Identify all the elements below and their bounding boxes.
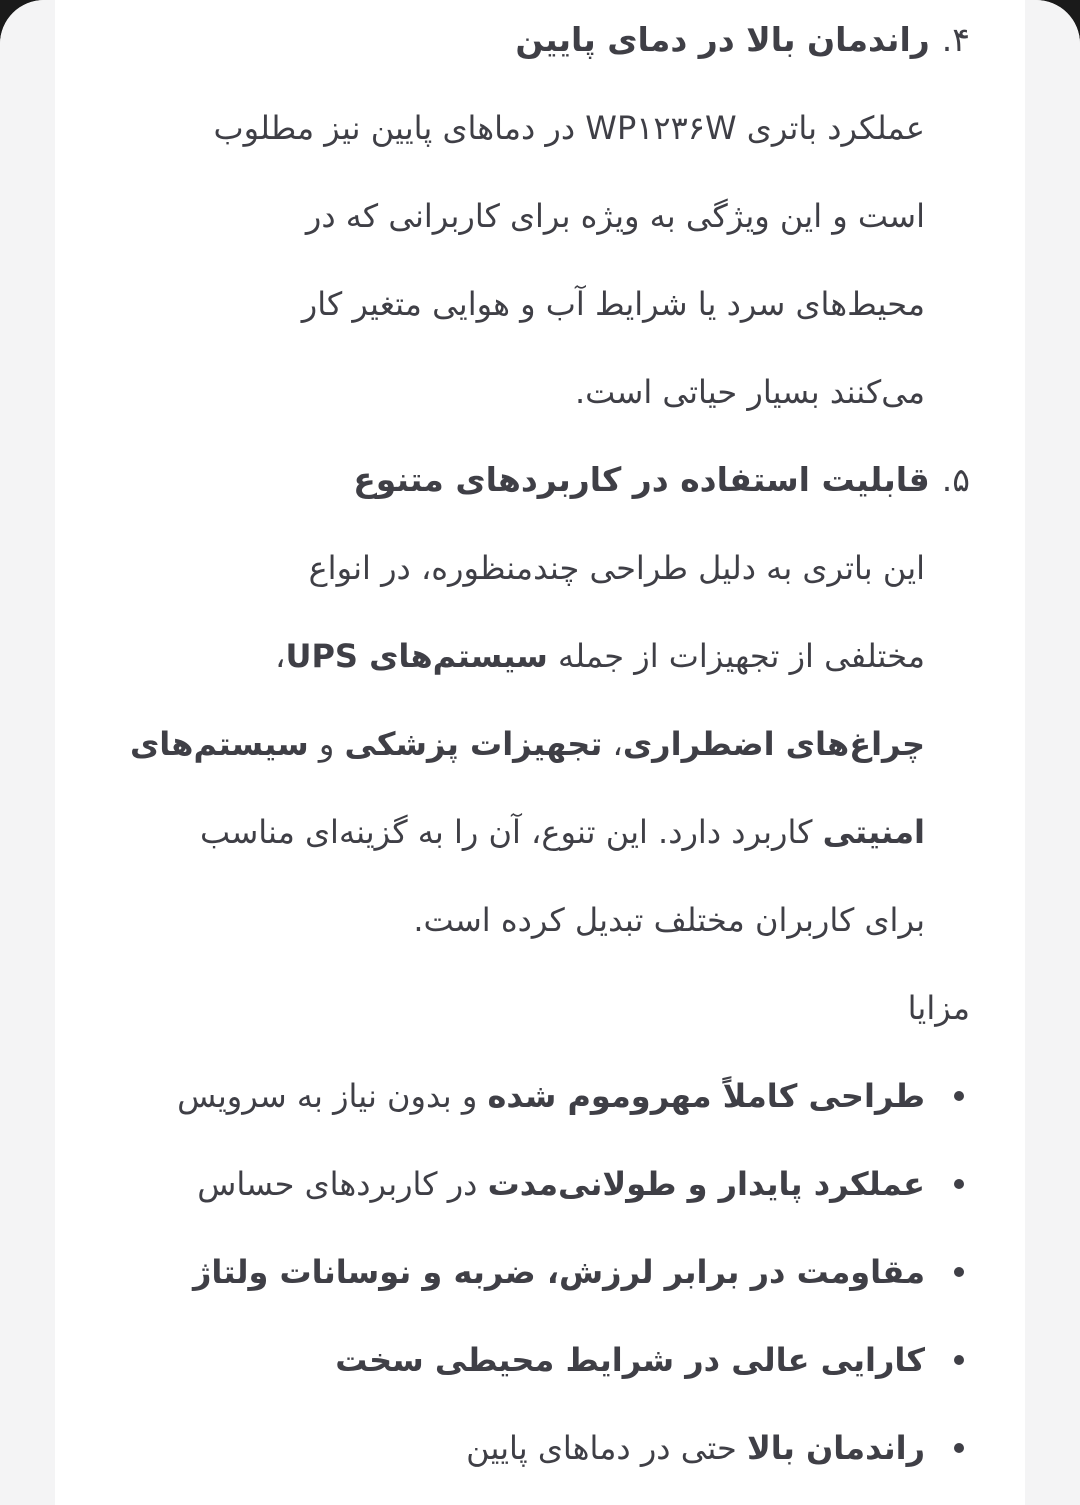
section-4-line-1: عملکرد باتری WP۱۲۳۶W در دماهای پایین نیز مطلوب	[213, 109, 925, 147]
bullet-icon	[954, 1355, 964, 1365]
list-item	[115, 1140, 970, 1228]
bullet-icon	[954, 1267, 964, 1277]
bold-run-security: امنیتی	[822, 813, 925, 851]
section-4-line-3: محیط‌های سرد یا شرایط آب و هوایی متغیر کار	[301, 285, 925, 323]
left-gutter	[0, 0, 55, 1505]
section-4-line-4: می‌کنند بسیار حیاتی است.	[574, 373, 925, 411]
text-run: ،	[602, 725, 623, 763]
section-5-line-5: برای کاربران مختلف تبدیل کرده است.	[413, 901, 925, 939]
list-item-text: و بدون نیاز به سرویس	[177, 1077, 488, 1115]
section-5-number: ۵.	[941, 460, 970, 499]
list-item-text: در کاربردهای حساس	[197, 1165, 488, 1203]
section-5-line-2	[115, 612, 925, 700]
list-item-bold: کارایی عالی در شرایط محیطی سخت	[335, 1341, 925, 1379]
list-item-bold: عملکرد پایدار و طولانی‌مدت	[487, 1165, 925, 1203]
section-5-title: قابلیت استفاده در کاربردهای متنوع	[353, 460, 930, 499]
list-item	[115, 1052, 970, 1140]
section-5-line-4	[115, 788, 925, 876]
bold-run-medical-equipment: تجهیزات پزشکی	[344, 725, 603, 763]
text-run: ،	[275, 637, 286, 675]
section-4-heading	[115, 18, 970, 62]
section-5-paragraph	[115, 524, 925, 964]
list-item	[115, 1228, 970, 1316]
list-item-text: حتی در دماهای پایین	[466, 1429, 747, 1467]
text-run: کاربرد دارد. این تنوع، آن را به گزینه‌ای مناسب	[200, 813, 823, 851]
bullet-icon	[954, 1179, 964, 1189]
list-item	[115, 1404, 970, 1492]
list-item-bold: مقاومت در برابر لرزش، ضربه و نوسانات ولتاژ	[192, 1253, 925, 1291]
article-content	[55, 0, 1025, 1505]
section-4-title: راندمان بالا در دمای پایین	[515, 20, 930, 59]
section-4-line-2: است و این ویژگی به ویژه برای کاربرانی که در	[305, 197, 925, 235]
section-5-line-1: این باتری به دلیل طراحی چندمنظوره، در انواع	[308, 549, 925, 587]
advantages-list	[115, 1052, 970, 1492]
bullet-icon	[954, 1091, 964, 1101]
list-item	[115, 1316, 970, 1404]
text-run: مختلفی از تجهیزات از جمله	[547, 637, 925, 675]
right-gutter	[1025, 0, 1080, 1505]
section-4-number: ۴.	[941, 20, 970, 59]
section-4-paragraph	[115, 84, 925, 436]
advantages-label: مزایا	[907, 989, 970, 1027]
bold-run-emergency-lights: چراغ‌های اضطراری	[622, 725, 925, 763]
list-item-bold: راندمان بالا	[746, 1429, 925, 1467]
section-5-heading	[115, 458, 970, 502]
bold-run-systems: سیستم‌های	[129, 725, 309, 763]
bullet-icon	[954, 1443, 964, 1453]
list-item-bold: طراحی کاملاً مهروموم شده	[487, 1077, 925, 1115]
section-5-line-3	[115, 700, 925, 788]
bold-run-ups-systems: سیستم‌های UPS	[285, 637, 548, 675]
text-run: و	[308, 725, 345, 763]
